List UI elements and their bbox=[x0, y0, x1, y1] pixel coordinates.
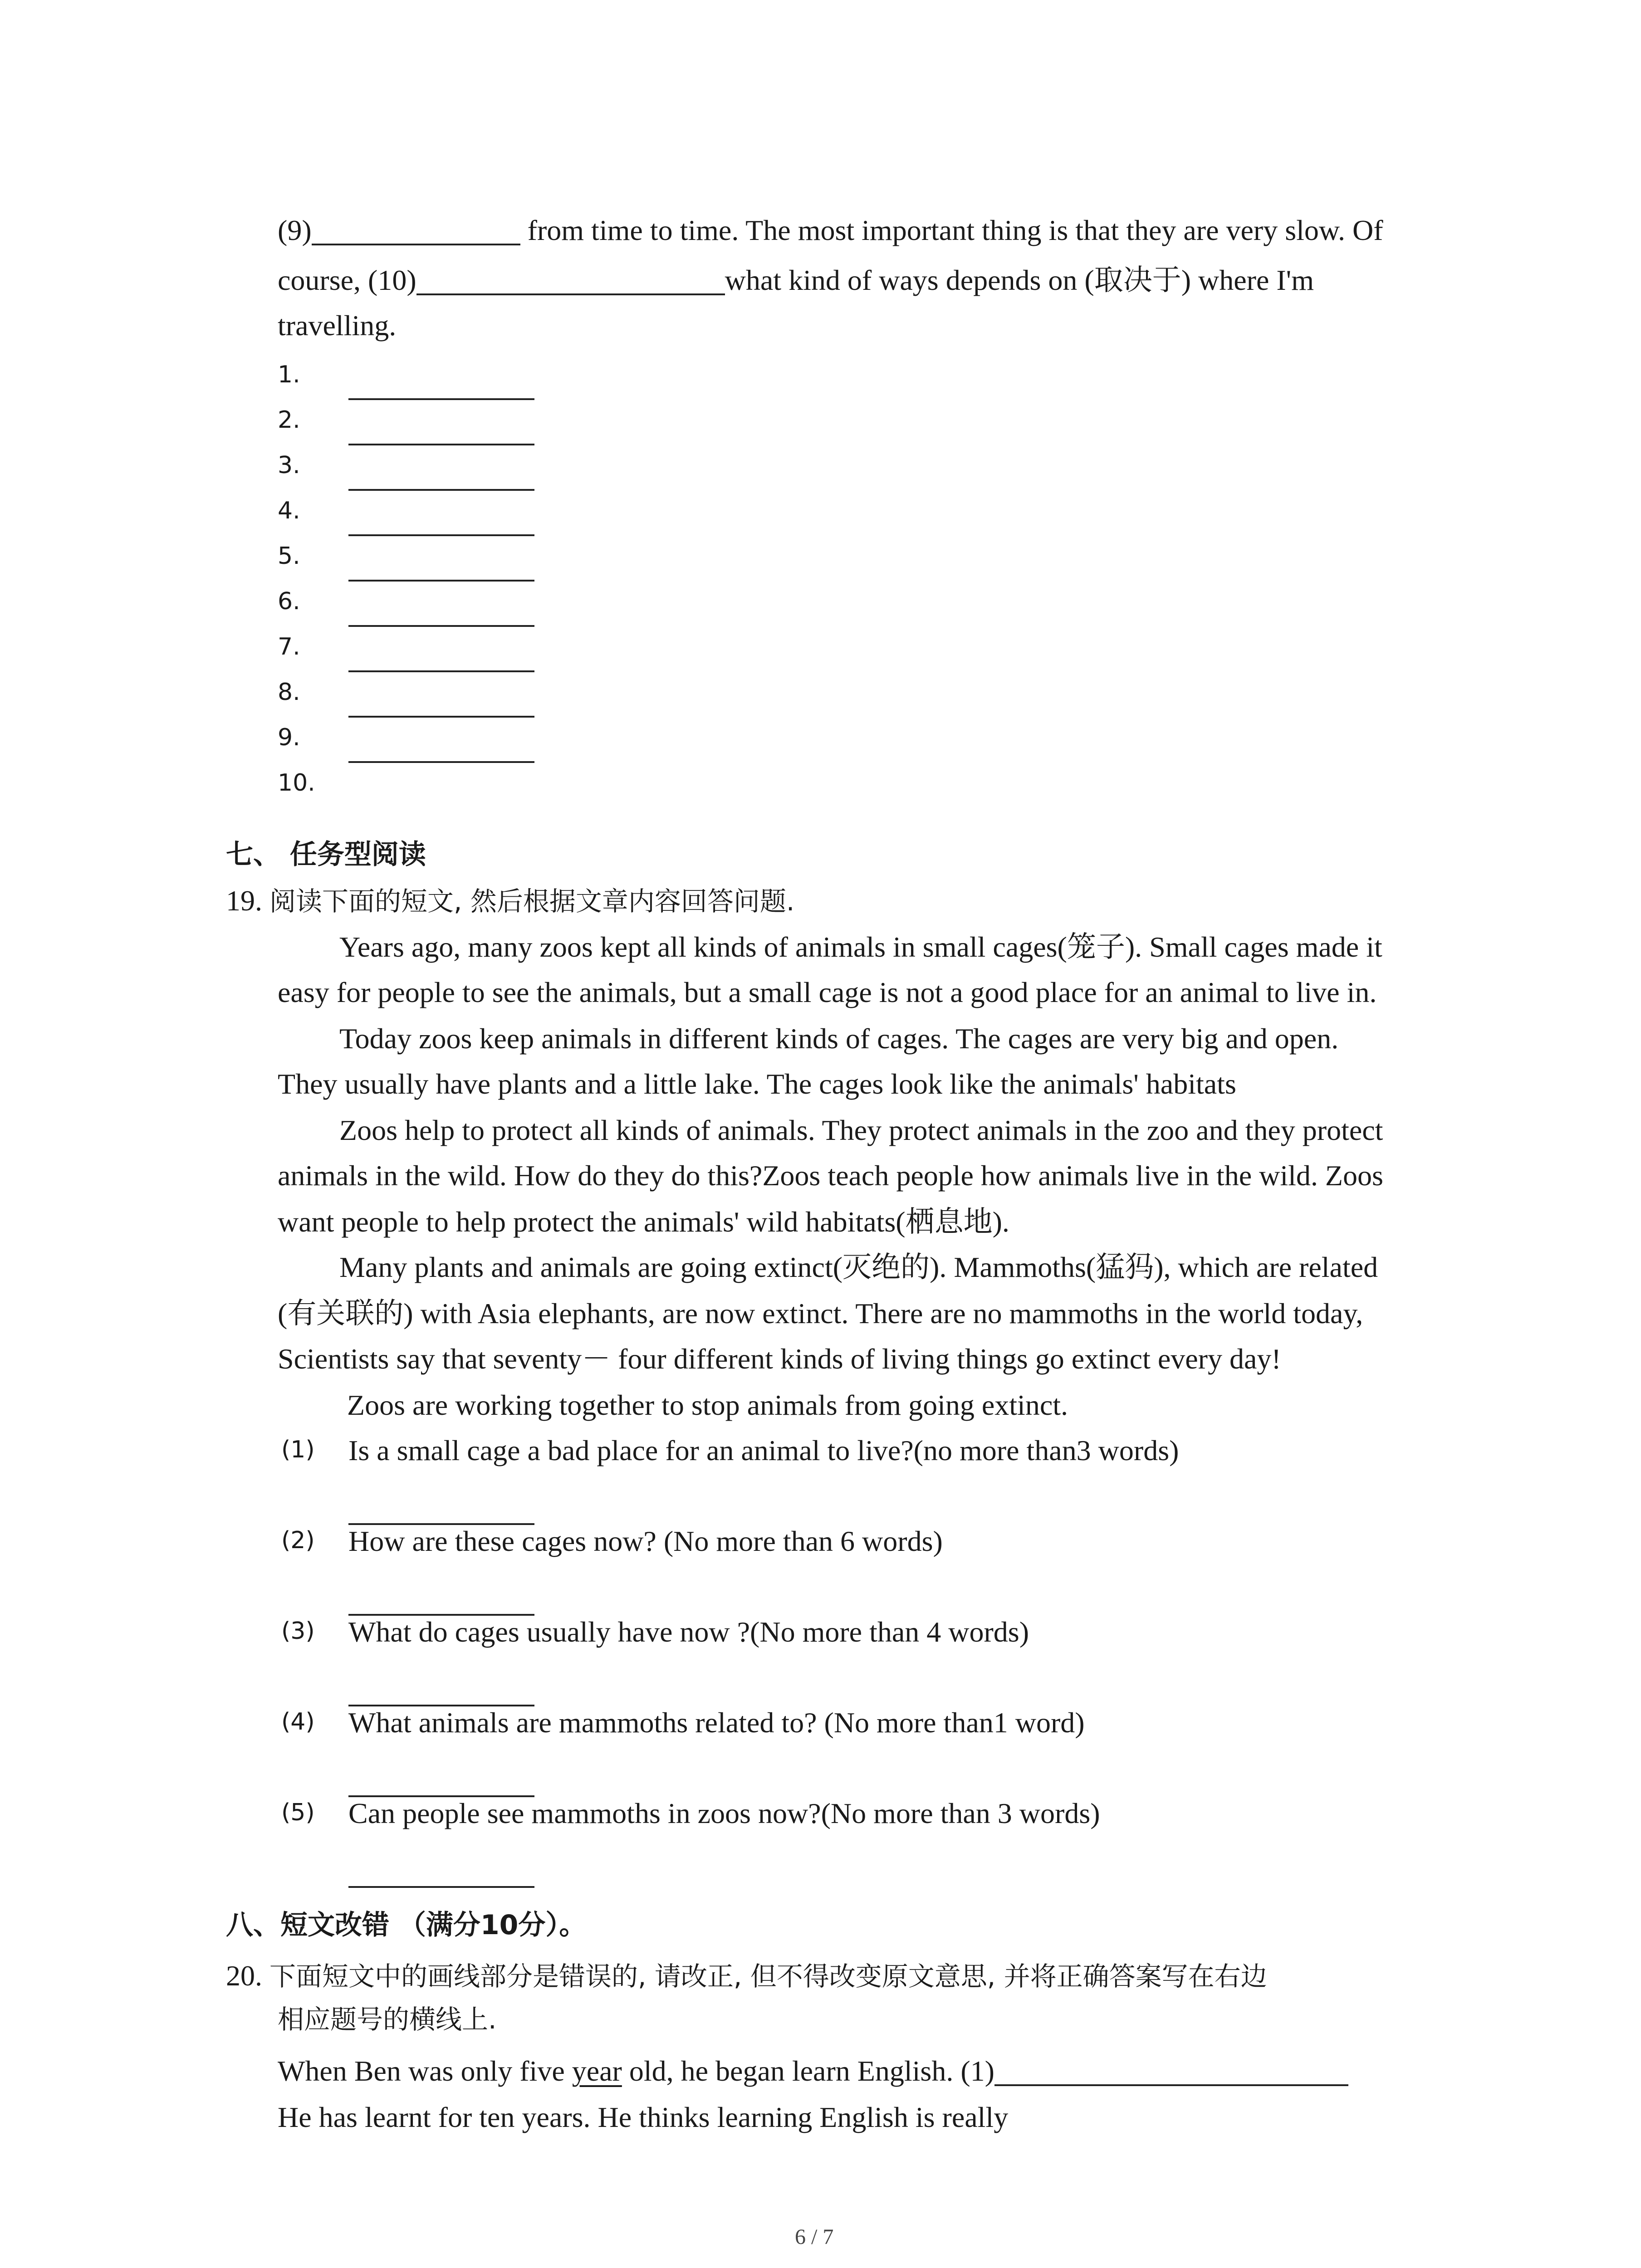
blank-9[interactable] bbox=[312, 215, 520, 245]
answer-number: 2. bbox=[278, 406, 300, 434]
question-number: 20. bbox=[226, 1960, 262, 1992]
answer-number: 7. bbox=[278, 633, 300, 660]
question-19 bbox=[226, 884, 794, 919]
passage-line-2 bbox=[278, 263, 1314, 298]
question-label: (2) bbox=[281, 1527, 315, 1554]
correction-text: old, he began learn English. (1) bbox=[622, 2055, 994, 2087]
passage-text: from time to time. The most important thing is that they are very slow. Of bbox=[520, 214, 1383, 246]
answer-blank[interactable] bbox=[348, 534, 534, 536]
question-text: What do cages usually have now ?(No more than 4 words) bbox=[348, 1616, 1029, 1648]
question-instruction: 阅读下面的短文, 然后根据文章内容回答问题. bbox=[269, 886, 795, 917]
reading-line: Scientists say that seventy－ four different kinds of living things go extinct every day! bbox=[278, 1343, 1281, 1375]
blank-label-10: course, (10) bbox=[278, 264, 416, 296]
question-label: (3) bbox=[281, 1618, 315, 1645]
answer-number: 6. bbox=[278, 588, 300, 615]
reading-line: Zoos are working together to stop animals from going extinct. bbox=[347, 1389, 1068, 1421]
correction-blank-1[interactable] bbox=[994, 2055, 1348, 2086]
question-label: (4) bbox=[281, 1708, 315, 1735]
answer-number: 8. bbox=[278, 679, 300, 706]
answer-blank[interactable] bbox=[348, 580, 534, 582]
answer-number: 5. bbox=[278, 543, 300, 570]
section-heading: 八、短文改错 （满分10分）。 bbox=[226, 1909, 587, 1941]
question-20 bbox=[226, 1959, 1267, 1994]
question-instruction-cont: 相应题号的横线上. bbox=[278, 2004, 497, 2035]
answer-blank[interactable] bbox=[348, 670, 534, 672]
answer-blank[interactable] bbox=[348, 1886, 534, 1888]
question-label: (1) bbox=[281, 1436, 315, 1463]
answer-number: 1. bbox=[278, 361, 300, 388]
section-heading: 七、 任务型阅读 bbox=[226, 839, 426, 870]
answer-blank[interactable] bbox=[348, 761, 534, 763]
question-number: 19. bbox=[226, 885, 262, 917]
blank-10[interactable] bbox=[416, 264, 725, 295]
reading-line: Today zoos keep animals in different kinds of cages. The cages are very big and open. bbox=[339, 1022, 1339, 1055]
answer-number: 3. bbox=[278, 452, 300, 479]
answer-number: 9. bbox=[278, 724, 300, 751]
reading-line: Years ago, many zoos kept all kinds of animals in small cages(笼子). Small cages made it bbox=[339, 931, 1382, 963]
reading-line: easy for people to see the animals, but a small cage is not a good place for an animal to live in. bbox=[278, 976, 1377, 1008]
error-word: year bbox=[572, 2055, 622, 2087]
correction-text: When Ben was only five bbox=[278, 2055, 572, 2087]
passage-line-3: travelling. bbox=[278, 309, 397, 342]
reading-line: Zoos help to protect all kinds of animals. They protect animals in the zoo and they protect bbox=[339, 1114, 1383, 1146]
correction-line-1 bbox=[278, 2054, 1348, 2089]
passage-text: what kind of ways depends on (取决于) where I'm bbox=[725, 264, 1314, 296]
answer-blank[interactable] bbox=[348, 625, 534, 627]
question-text: How are these cages now? (No more than 6 words) bbox=[348, 1525, 943, 1557]
blank-label-9: (9) bbox=[278, 214, 312, 246]
correction-line-2: He has learnt for ten years. He thinks learning English is really bbox=[278, 2101, 1009, 2133]
reading-line: Many plants and animals are going extinct(灭绝的). Mammoths(猛犸), which are related bbox=[339, 1251, 1378, 1283]
passage-line-1 bbox=[278, 213, 1383, 248]
answer-number: 10. bbox=[278, 769, 315, 797]
answer-blank[interactable] bbox=[348, 398, 534, 400]
reading-line: (有关联的) with Asia elephants, are now extinct. There are no mammoths in the world today, bbox=[278, 1297, 1363, 1330]
answer-blank[interactable] bbox=[348, 716, 534, 718]
answer-number: 4. bbox=[278, 497, 300, 524]
reading-line: animals in the wild. How do they do this?Zoos teach people how animals live in the wild. Zoos bbox=[278, 1159, 1383, 1192]
question-label: (5) bbox=[281, 1799, 315, 1826]
question-text: Can people see mammoths in zoos now?(No more than 3 words) bbox=[348, 1797, 1100, 1829]
page-number: 6 / 7 bbox=[795, 2225, 834, 2249]
question-instruction: 下面短文中的画线部分是错误的, 请改正, 但不得改变原文意思, 并将正确答案写在右边 bbox=[269, 1961, 1267, 1992]
reading-line: They usually have plants and a little lake. The cages look like the animals' habitats bbox=[278, 1068, 1236, 1100]
answer-blank[interactable] bbox=[348, 444, 534, 445]
reading-line: want people to help protect the animals' wild habitats(栖息地). bbox=[278, 1206, 1009, 1238]
answer-blank[interactable] bbox=[348, 489, 534, 491]
question-text: What animals are mammoths related to? (No more than1 word) bbox=[348, 1706, 1085, 1739]
question-text: Is a small cage a bad place for an animal to live?(no more than3 words) bbox=[348, 1434, 1179, 1466]
